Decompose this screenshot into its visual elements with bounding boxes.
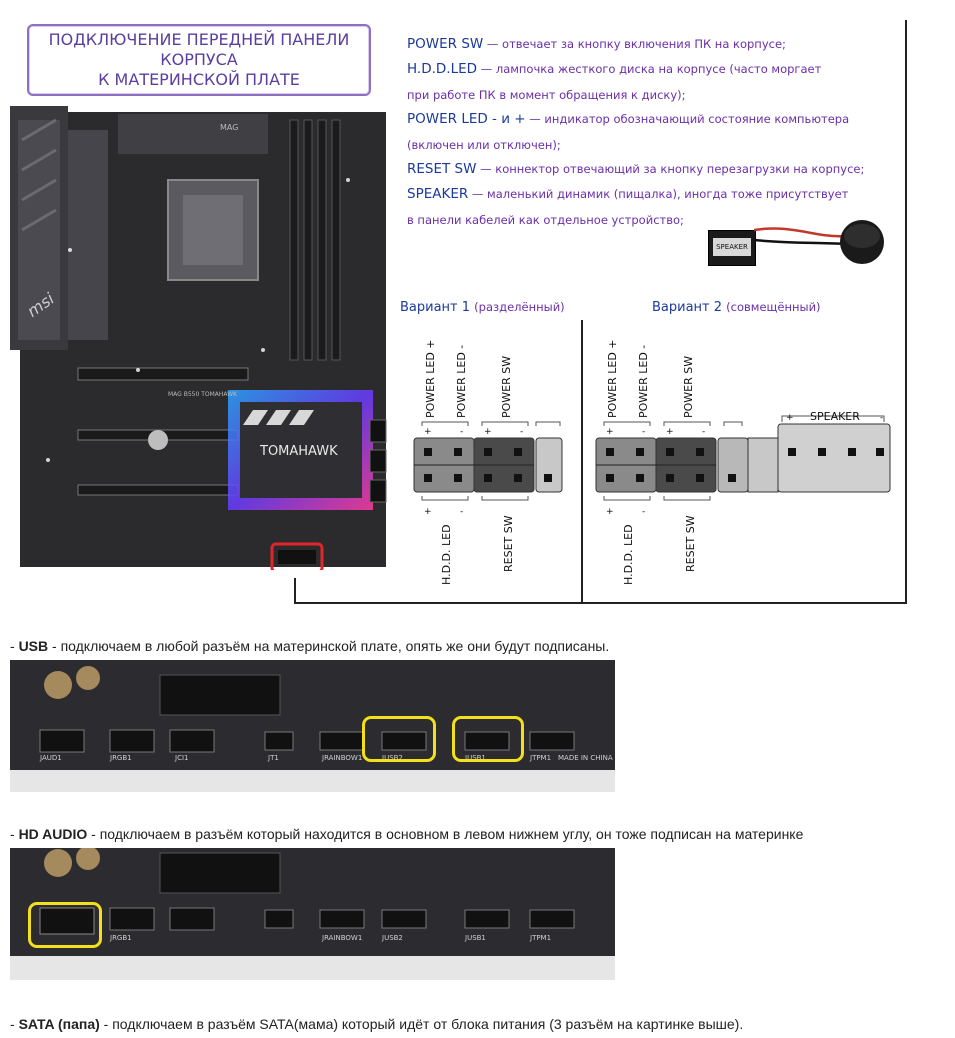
variant2-label-hdd-led: H.D.D. LED (622, 524, 635, 585)
legend-line-8: в панели кабелей как отдельное устройство; (407, 213, 684, 227)
legend-line-2: H.D.D.LED — лампочка жесткого диска на корпусе (часто моргает (407, 61, 822, 77)
frame-line-bottom-left (294, 602, 582, 604)
svg-text:JCI1: JCI1 (175, 754, 189, 762)
svg-text:JUSB1: JUSB1 (465, 934, 486, 942)
v1-sign-bottom-1: + (424, 507, 432, 517)
model-label: MAG B550 TOMAHAWK (168, 391, 238, 398)
legend-line-3: при работе ПК в момент обращения к диску); (407, 88, 686, 102)
v1-sign-top-2: - (460, 427, 464, 437)
svg-text:JRAINBOW1: JRAINBOW1 (322, 934, 363, 942)
svg-text:JRGB1: JRGB1 (110, 934, 132, 942)
sata-section-text: - SATA (папа) - подключаем в разъём SATA(мама) который идёт от блока питания (3 разъём на картинке выше). (10, 1016, 744, 1032)
v2-sign-top-3: + (666, 427, 674, 437)
diagram-title-box (27, 24, 371, 96)
variant1-label-reset-sw: RESET SW (502, 515, 515, 572)
legend-line-1: POWER SW — отвечает за кнопку включения ПК на корпусе; (407, 36, 786, 52)
usb-photo-art (10, 660, 615, 792)
usb-section-text: - USB - подключаем в любой разъём на материнской плате, опять же они будут подписаны. (10, 638, 610, 654)
frame-line-bottom (582, 602, 907, 604)
title-line-3: К МАТЕРИНСКОЙ ПЛАТЕ (98, 70, 300, 89)
variant1-label-power-led-plus: POWER LED + (424, 339, 437, 418)
mag-logo: MAG (220, 123, 239, 132)
svg-text:JAUD1: JAUD1 (40, 754, 62, 762)
svg-text:JT1: JT1 (268, 754, 279, 762)
variant2-label-power-led-plus: POWER LED + (606, 339, 619, 418)
v2-sign-top-2: - (642, 427, 646, 437)
variant1-label-power-led-minus: POWER LED - (455, 344, 468, 418)
v1-sign-top-1: + (424, 427, 432, 437)
variant1-label-power-sw: POWER SW (500, 355, 513, 418)
svg-text:JUSB2: JUSB2 (382, 754, 403, 762)
title-line-1: ПОДКЛЮЧЕНИЕ ПЕРЕДНЕЙ ПАНЕЛИ (48, 30, 350, 49)
v2-sign-top-4: - (702, 427, 706, 437)
motherboard-image (8, 100, 396, 570)
legend-line-6: RESET SW — коннектор отвечающий за кнопку перезагрузки на корпусе; (407, 161, 865, 177)
svg-text:JUSB2: JUSB2 (382, 934, 403, 942)
hd-audio-header-highlight (28, 902, 102, 948)
v1-sign-top-3: + (484, 427, 492, 437)
frame-line-middle (581, 320, 583, 603)
svg-text:MADE IN CHINA: MADE IN CHINA (558, 754, 613, 762)
leader-line (294, 578, 296, 604)
usb1-header-highlight (452, 716, 524, 762)
hd-audio-section-text: - HD AUDIO - подключаем в разъём который находится в основном в левом нижнем углу, он тоже подписан на материнке (10, 826, 804, 842)
variant2-label-power-led-minus: POWER LED - (637, 344, 650, 418)
svg-text:JTPM1: JTPM1 (530, 754, 552, 762)
legend-line-5: (включен или отключен); (407, 138, 561, 152)
speaker-device-icon (754, 214, 894, 270)
v2-speaker-sign-minus: - (880, 413, 884, 423)
msi-logo: msi (23, 289, 58, 321)
v2-sign-bottom-1: + (606, 507, 614, 517)
v1-sign-bottom-2: - (460, 507, 464, 517)
frame-line-right (905, 20, 907, 604)
v2-sign-bottom-2: - (642, 507, 646, 517)
title-line-2: КОРПУСА (160, 50, 238, 69)
variant1-title: Вариант 1 (разделённый) (400, 300, 565, 315)
variant2-title: Вариант 2 (совмещённый) (652, 300, 821, 315)
svg-text:JUSB1: JUSB1 (465, 754, 486, 762)
speaker-plug: SPEAKER (708, 230, 756, 266)
hd-audio-header-photo (10, 848, 615, 980)
v1-sign-top-4: - (520, 427, 524, 437)
variant2-label-power-sw: POWER SW (682, 355, 695, 418)
variant2-label-reset-sw: RESET SW (684, 515, 697, 572)
legend-line-4: POWER LED - и + — индикатор обозначающий состояние компьютера (407, 111, 850, 127)
variant2-pin-header (592, 406, 898, 518)
usb-headers-photo (10, 660, 615, 792)
variant1-pin-header (410, 418, 570, 518)
svg-text:JRAINBOW1: JRAINBOW1 (322, 754, 363, 762)
v2-speaker-sign-plus: + (786, 413, 794, 423)
variant2-speaker-label: SPEAKER (810, 410, 860, 423)
usb2-header-highlight (362, 716, 436, 762)
svg-text:JRGB1: JRGB1 (110, 754, 132, 762)
legend-line-7: SPEAKER — маленький динамик (пищалка), иногда тоже присутствует (407, 186, 849, 202)
tomahawk-heatsink-text: TOMAHAWK (260, 444, 338, 459)
variant1-label-hdd-led: H.D.D. LED (440, 524, 453, 585)
svg-text:JTPM1: JTPM1 (530, 934, 552, 942)
v2-sign-top-1: + (606, 427, 614, 437)
